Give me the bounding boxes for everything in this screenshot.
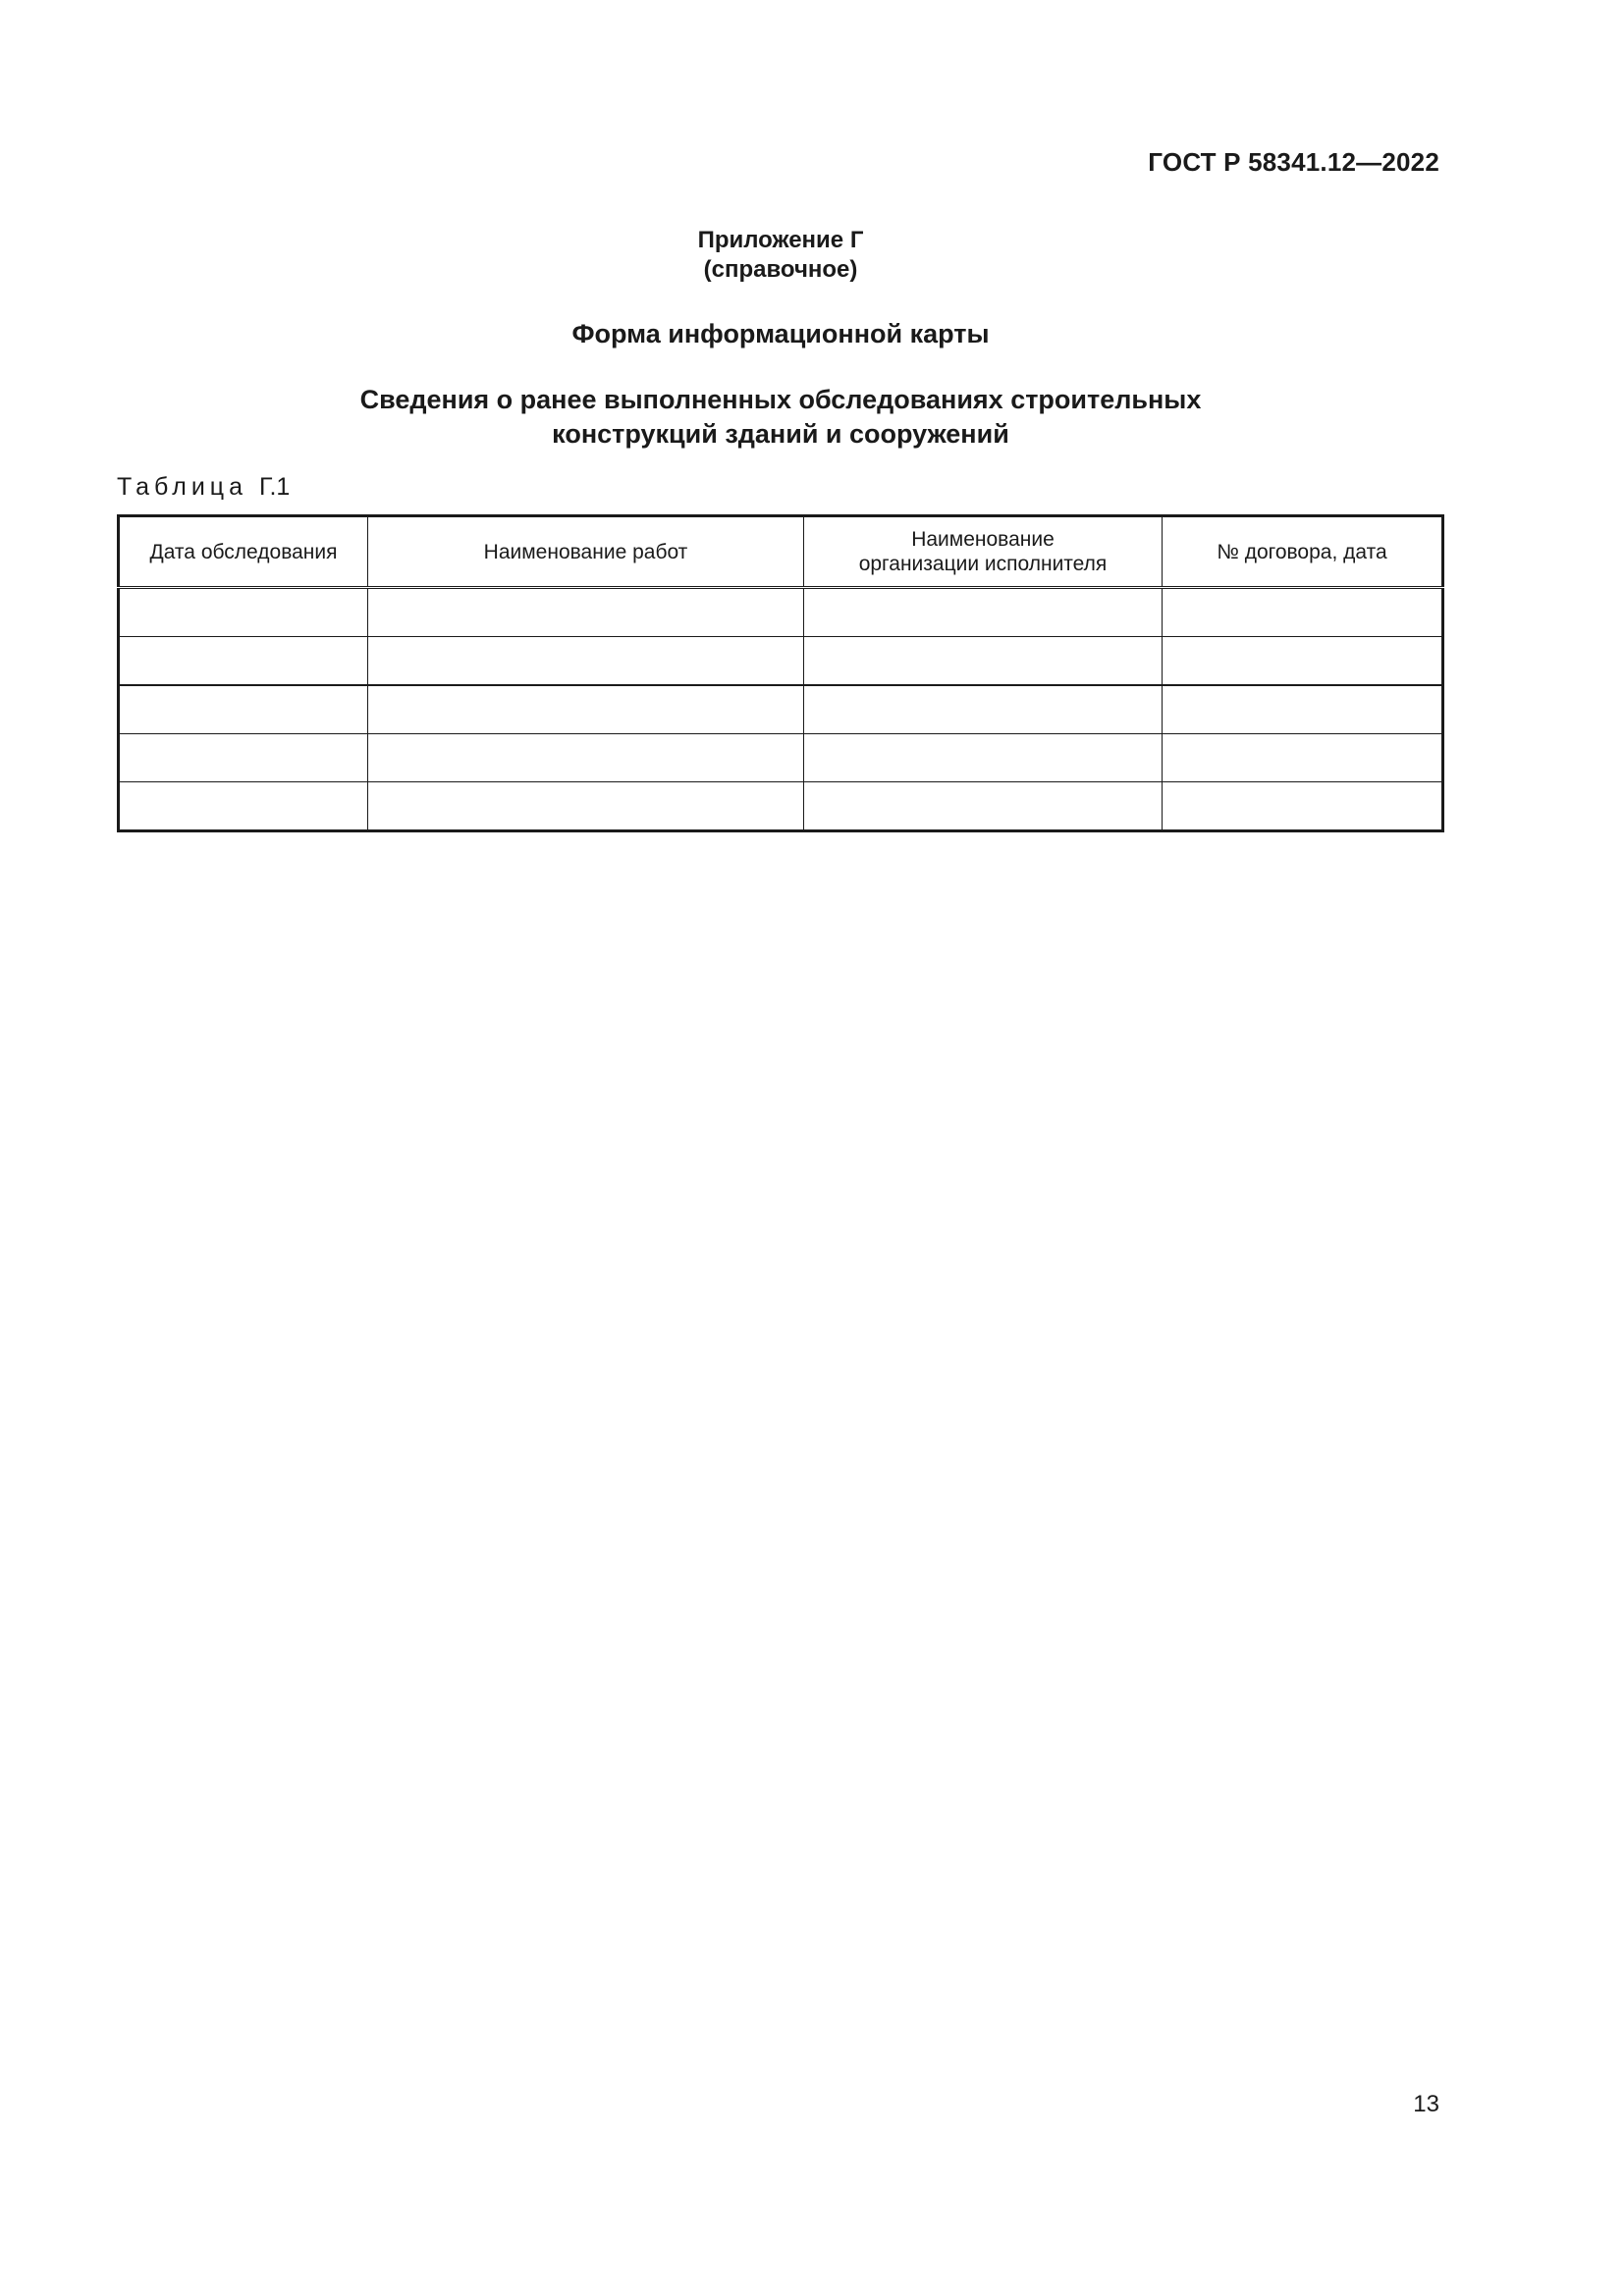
table-cell	[368, 637, 804, 686]
table-row	[119, 685, 1443, 734]
table-cell	[804, 685, 1163, 734]
page-number: 13	[1413, 2091, 1439, 2117]
table-cell	[1163, 734, 1443, 782]
header-contractor-org	[804, 516, 1163, 588]
section-title-line-2: конструкций зданий и сооружений	[552, 419, 1009, 449]
table-cell	[368, 782, 804, 831]
table-cell	[119, 782, 368, 831]
table-row	[119, 734, 1443, 782]
header-contractor-org-line-2: организации исполнителя	[858, 553, 1108, 575]
table-cell	[1163, 782, 1443, 831]
table-cell	[1163, 637, 1443, 686]
table-caption-word: Таблица	[117, 473, 248, 501]
appendix-title: Приложение Г	[697, 227, 864, 253]
table-cell	[119, 588, 368, 637]
table-cell	[119, 637, 368, 686]
section-title-line-1: Сведения о ранее выполненных обследованиях строительных	[359, 385, 1202, 414]
table-cell	[1163, 685, 1443, 734]
table-cell	[804, 588, 1163, 637]
appendix-heading	[0, 226, 1561, 285]
survey-info-table	[117, 514, 1444, 832]
table-cell	[368, 588, 804, 637]
table-row	[119, 637, 1443, 686]
header-work-name: Наименование работ	[368, 516, 804, 588]
appendix-subtitle: (справочное)	[703, 256, 858, 283]
table-cell	[119, 734, 368, 782]
header-contract-number: № договора, дата	[1163, 516, 1443, 588]
header-survey-date: Дата обследования	[119, 516, 368, 588]
table-cell	[804, 734, 1163, 782]
table-cell	[1163, 588, 1443, 637]
table-cell	[368, 734, 804, 782]
table-header-row	[119, 516, 1443, 588]
table-caption	[117, 473, 290, 502]
form-title: Форма информационной карты	[571, 319, 990, 348]
table-row	[119, 588, 1443, 637]
table-cell	[804, 782, 1163, 831]
table-row	[119, 782, 1443, 831]
header-contractor-org-line-1: Наименование	[911, 528, 1055, 551]
table-caption-number: Г.1	[258, 473, 291, 501]
table-cell	[804, 637, 1163, 686]
section-title	[0, 383, 1561, 452]
table-cell	[368, 685, 804, 734]
document-code: ГОСТ Р 58341.12—2022	[1148, 147, 1439, 177]
table-cell	[119, 685, 368, 734]
